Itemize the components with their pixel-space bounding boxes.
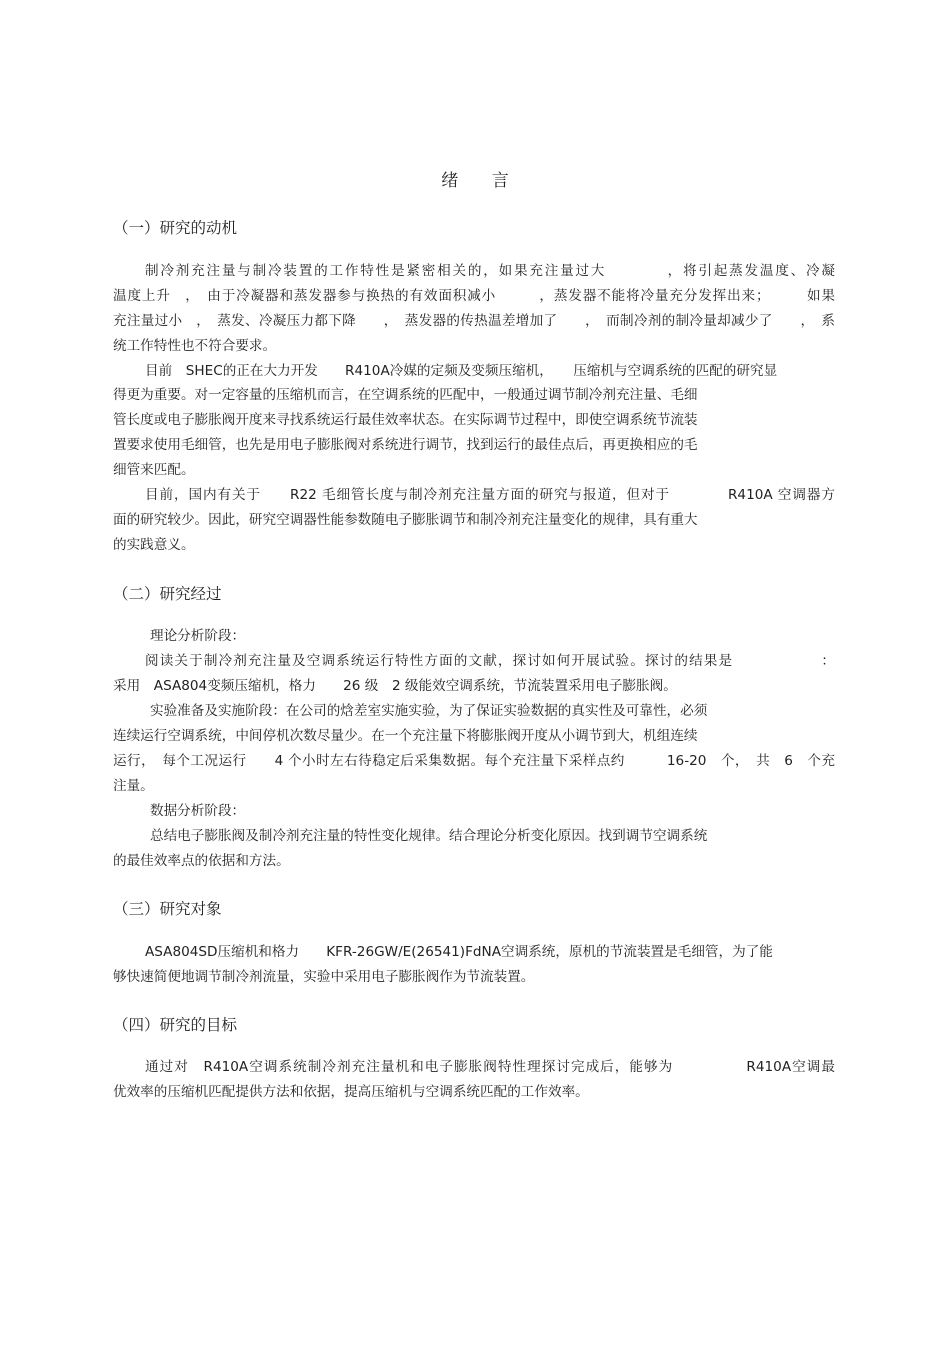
paragraph-line: 数据分析阶段： bbox=[150, 803, 246, 819]
paragraph-line: 优效率的压缩机匹配提供方法和依据，提高压缩机与空调系统匹配的工作效率。 bbox=[113, 1084, 589, 1100]
paragraph-line: 目前，国内有关于 R22 毛细管长度与制冷剂充注量方面的研究与报道，但对于 R410A 空调器方 bbox=[145, 487, 835, 503]
paragraph-line: 总结电子膨胀阀及制冷剂充注量的特性变化规律。结合理论分析变化原因。找到调节空调系统 bbox=[150, 828, 708, 844]
section-heading-process: （二）研究经过 bbox=[113, 585, 222, 603]
paragraph-line: 统工作特性也不符合要求。 bbox=[113, 338, 277, 354]
section-heading-subject: （三）研究对象 bbox=[113, 900, 222, 918]
document-title: 绪 言 bbox=[441, 171, 523, 191]
paragraph-line: 实验准备及实施阶段：在公司的焓差室实施实验，为了保证实验数据的真实性及可靠性，必须 bbox=[150, 703, 708, 719]
paragraph-line: 管长度或电子膨胀阀开度来寻找系统运行最佳效率状态。在实际调节过程中，即使空调系统节流装 bbox=[113, 412, 698, 428]
paragraph-line: 充注量过小 ， 蒸发、冷凝压力都下降 ， 蒸发器的传热温差增加了 ， 而制冷剂的制冷量却减少了 ， 系 bbox=[113, 313, 835, 329]
paragraph-line: 目前 SHEC的正在大力开发 R410A冷媒的定频及变频压缩机， 压缩机与空调系统的匹配的研究显 bbox=[145, 363, 778, 379]
paragraph-line: 温度上升 ， 由于冷凝器和蒸发器参与换热的有效面积减小 ，蒸发器不能将冷量充分发挥出来； 如果 bbox=[113, 288, 835, 304]
paragraph-line: 采用 ASA804变频压缩机，格力 26 级 2 级能效空调系统，节流装置采用电子膨胀阀。 bbox=[113, 678, 677, 694]
section-heading-goal: （四）研究的目标 bbox=[113, 1016, 238, 1034]
paragraph-line: 得更为重要。对一定容量的压缩机而言，在空调系统的匹配中，一般通过调节制冷剂充注量、毛细 bbox=[113, 387, 698, 403]
paragraph-line: 的实践意义。 bbox=[113, 537, 195, 553]
paragraph-line: 制冷剂充注量与制冷装置的工作特性是紧密相关的，如果充注量过大 ，将引起蒸发温度、冷凝 bbox=[145, 263, 835, 279]
paragraph-line: 阅读关于制冷剂充注量及空调系统运行特性方面的文献，探讨如何开展试验。探讨的结果是 ： bbox=[145, 653, 835, 669]
paragraph-line: 的最佳效率点的依据和方法。 bbox=[113, 853, 290, 869]
paragraph-line: ASA804SD压缩机和格力 KFR-26GW/E(26541)FdNA空调系统，原机的节流装置是毛细管，为了能 bbox=[145, 944, 773, 960]
paragraph-line: 运行， 每个工况运行 4 个小时左右待稳定后采集数据。每个充注量下采样点约 16-20 个， 共 6 个充 bbox=[113, 753, 835, 769]
paragraph-line: 注量。 bbox=[113, 778, 154, 794]
paragraph-line: 置要求使用毛细管，也先是用电子膨胀阀对系统进行调节，找到运行的最佳点后，再更换相应的毛 bbox=[113, 437, 698, 453]
paragraph-line: 面的研究较少。因此，研究空调器性能参数随电子膨胀调节和制冷剂充注量变化的规律，具有重大 bbox=[113, 512, 698, 528]
paragraph-line: 理论分析阶段： bbox=[150, 628, 246, 644]
paragraph-line: 通过对 R410A空调系统制冷剂充注量机和电子膨胀阀特性理探讨完成后，能够为 R410A空调最 bbox=[145, 1059, 835, 1075]
paragraph-line: 够快速简便地调节制冷剂流量，实验中采用电子膨胀阀作为节流装置。 bbox=[113, 969, 535, 985]
paragraph-line: 连续运行空调系统，中间停机次数尽量少。在一个充注量下将膨胀阀开度从小调节到大，机组连续 bbox=[113, 728, 698, 744]
section-heading-motivation: （一）研究的动机 bbox=[113, 219, 238, 237]
paragraph-line: 细管来匹配。 bbox=[113, 462, 195, 478]
